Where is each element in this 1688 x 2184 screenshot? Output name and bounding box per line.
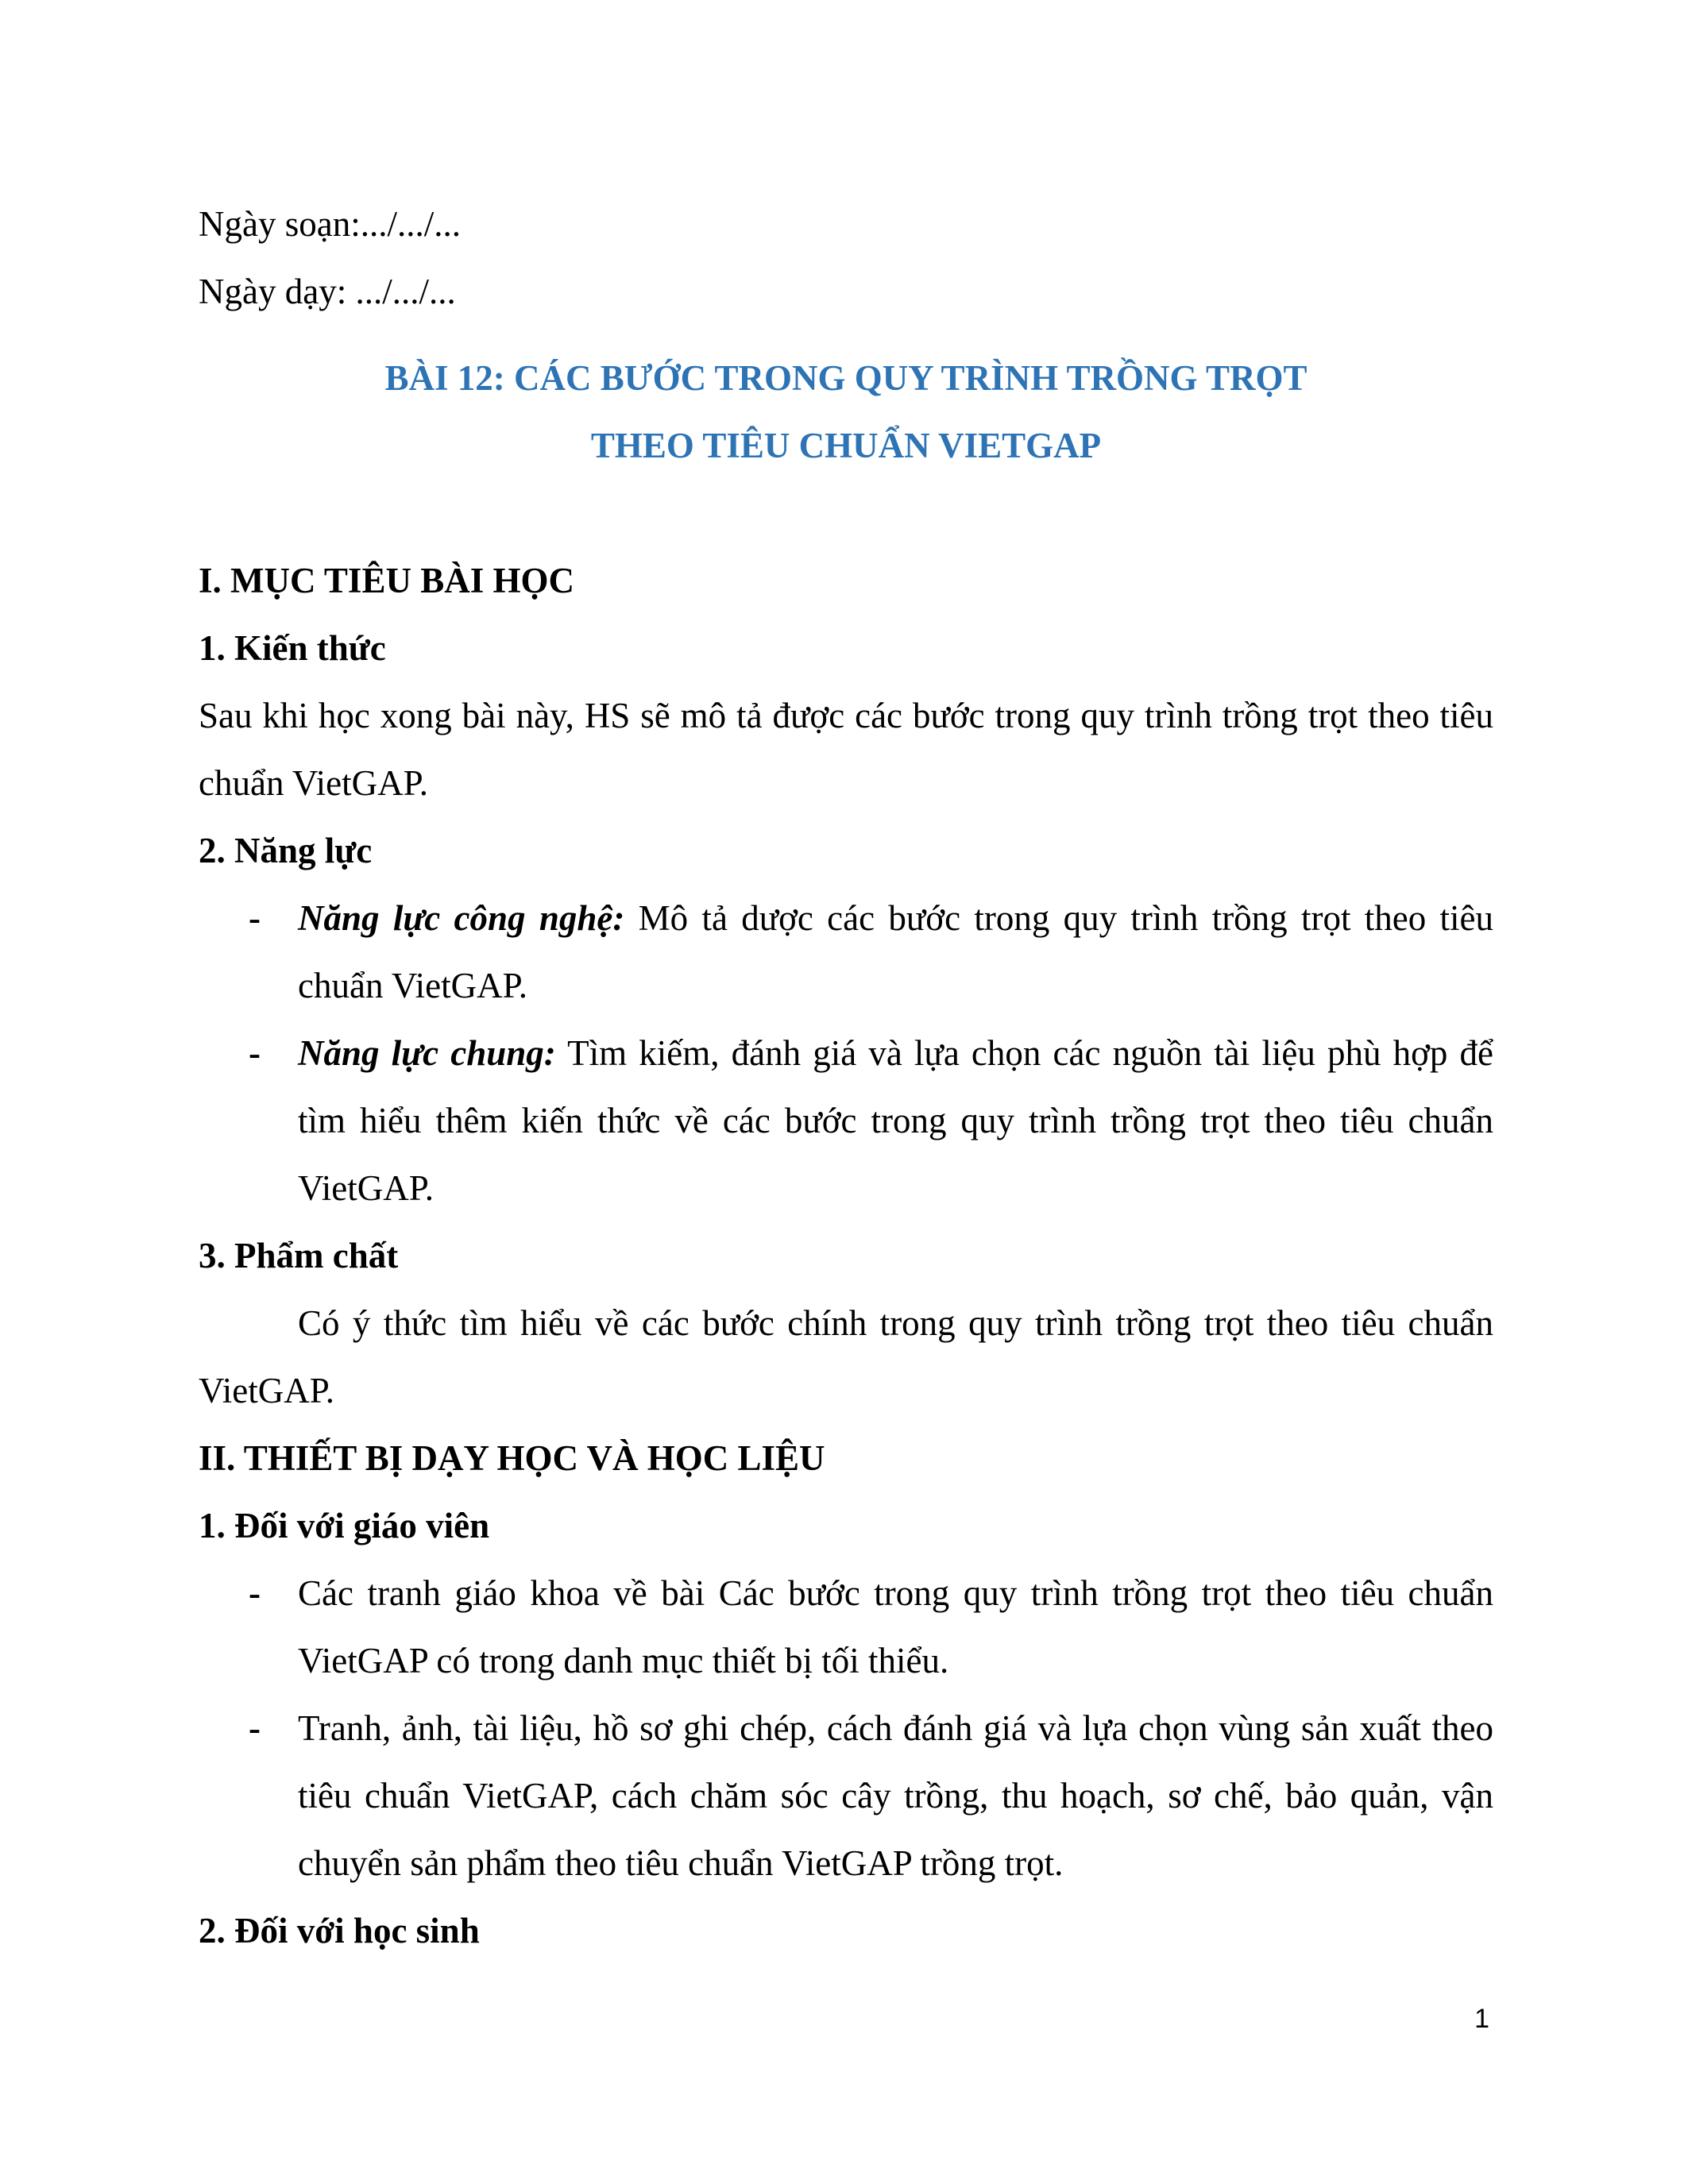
bullet-text (298, 1695, 1493, 1897)
bullet-item-competency-technology (199, 885, 1493, 1020)
knowledge-paragraph: Sau khi học xong bài này, HS sẽ mô tả được các bước trong quy trình trồng trọt theo tiêu chuẩn VietGAP. (199, 696, 1493, 803)
date-taught-line: Ngày dạy: .../.../... (199, 272, 456, 311)
section-objectives-heading: I. MỤC TIÊU BÀI HỌC (199, 561, 574, 600)
bullet-body-text: Tranh, ảnh, tài liệu, hồ sơ ghi chép, cách đánh giá và lựa chọn vùng sản xuất theo tiêu chuẩn VietGAP, cách chăm sóc cây trồng, thu hoạch, sơ chế, bảo quản, vận chuyển sản phẩm theo tiêu chuẩn VietGAP trồng trọt. (298, 1708, 1493, 1883)
bullet-text (298, 1020, 1493, 1222)
quality-paragraph: Có ý thức tìm hiểu về các bước chính trong quy trình trồng trọt theo tiêu chuẩn VietGAP. (199, 1303, 1493, 1410)
document-content (199, 191, 1493, 1965)
bullet-text (298, 1560, 1493, 1695)
knowledge-heading: 1. Kiến thức (199, 628, 386, 668)
bullet-body-text: Tìm kiếm, đánh giá và lựa chọn các nguồn tài liệu phù hợp để tìm hiểu thêm kiến thức về các bước trong quy trình trồng trọt theo tiêu chuẩn VietGAP. (298, 1033, 1493, 1208)
student-heading: 2. Đối với học sinh (199, 1911, 480, 1951)
bullet-body-text: Mô tả dược các bước trong quy trình trồng trọt theo tiêu chuẩn VietGAP. (298, 898, 1493, 1005)
bullet-dash: - (249, 898, 261, 938)
quality-heading: 3. Phẩm chất (199, 1236, 399, 1275)
section-equipment-heading: II. THIẾT BỊ DẠY HỌC VÀ HỌC LIỆU (199, 1438, 825, 1478)
bullet-lead-label: Năng lực chung: (298, 1033, 556, 1073)
bullet-text (298, 885, 1493, 1020)
bullet-item-competency-general (199, 1020, 1493, 1222)
lesson-title (199, 345, 1493, 480)
bullet-body-text: Các tranh giáo khoa về bài Các bước trong quy trình trồng trọt theo tiêu chuẩn VietGAP có trong danh mục thiết bị tối thiểu. (298, 1573, 1493, 1680)
bullet-dash: - (249, 1033, 261, 1073)
date-prepared-line: Ngày soạn:.../.../... (199, 204, 461, 244)
bullet-dash: - (249, 1708, 261, 1748)
lesson-title-line1: BÀI 12: CÁC BƯỚC TRONG QUY TRÌNH TRỒNG TRỌT (384, 358, 1308, 398)
bullet-item-teacher-documents (199, 1695, 1493, 1897)
teacher-heading: 1. Đối với giáo viên (199, 1506, 490, 1545)
page-number: 1 (1474, 2004, 1489, 2034)
bullet-dash: - (249, 1573, 261, 1613)
lesson-title-line2: THEO TIÊU CHUẨN VIETGAP (590, 426, 1102, 465)
bullet-lead-label: Năng lực công nghệ: (298, 898, 625, 938)
bullet-item-teacher-pictures (199, 1560, 1493, 1695)
competency-heading: 2. Năng lực (199, 831, 373, 870)
